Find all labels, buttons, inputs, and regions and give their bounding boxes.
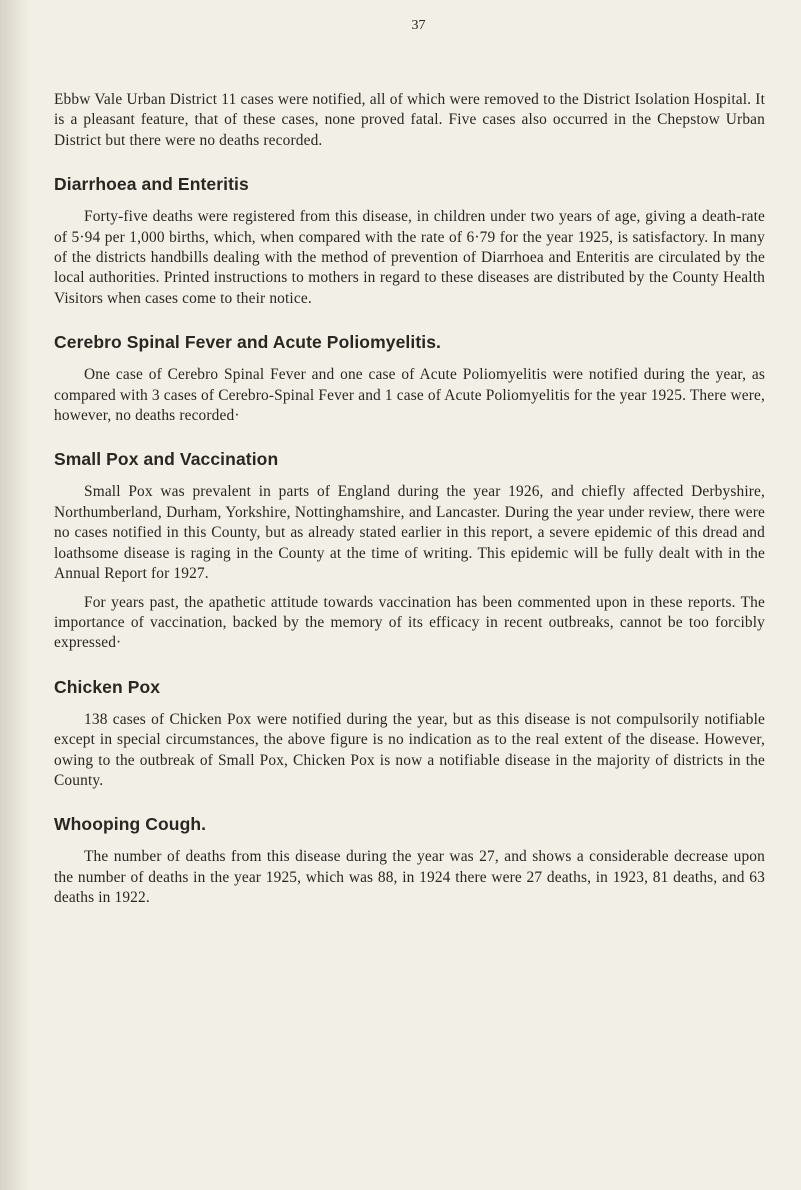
section-whooping-cough xyxy=(54,814,765,908)
section-paragraph: For years past, the apathetic attitude towards vaccination has been commented upon in these reports. The importance of vaccination, backed by the memory of its efficacy in recent outbreaks, cannot be too forcibly expressed· xyxy=(54,593,765,652)
section-heading: Small Pox and Vaccination xyxy=(54,449,279,470)
section-heading: Chicken Pox xyxy=(54,676,161,697)
section-paragraph: The number of deaths from this disease during the year was 27, and shows a considerable decrease upon the number of deaths in the year 1925, which was 88, in 1924 there were 27 deaths, in 1923, 81 deaths, and 63 deaths in 1922. xyxy=(54,848,765,907)
section-heading: Diarrhoea and Enteritis xyxy=(54,174,249,195)
section-paragraph: 138 cases of Chicken Pox were notified during the year, but as this disease is not compulsorily notifiable except in special circumstances, the above figure is no indication as to the real extent of the disease. However, owing to the outbreak of Small Pox, Chicken Pox is now a notifiable disease in the majority of districts in the County. xyxy=(54,710,765,789)
page-number: 37 xyxy=(411,18,426,33)
section-paragraph: Forty-five deaths were registered from this disease, in children under two years of age, giving a death-rate of 5·94 per 1,000 births, which, when compared with the rate of 6·79 for the year 1925, is satisfactory. In many of the districts handbills dealing with the method of prevention of Diarrhoea and Enteritis are circulated by the local authorities. Printed instructions to mothers in regard to these diseases are distributed by the County Health Visitors when cases come to their notice. xyxy=(54,208,765,307)
section-paragraph: Small Pox was prevalent in parts of England during the year 1926, and chiefly affected Derbyshire, Northumberland, Durham, Yorkshire, Nottinghamshire, and Lancaster. During the year under review, there were no cases notified in this County, but as already stated earlier in this report, a severe epidemic of this dread and loathsome disease is raging in the County at the time of writing. This epidemic will be fully dealt with in the Annual Report for 1927. xyxy=(54,483,765,583)
section-small-pox-vaccination xyxy=(54,449,765,653)
section-diarrhoea-enteritis xyxy=(54,174,765,309)
intro-paragraph: Ebbw Vale Urban District 11 cases were notified, all of which were removed to the District Isolation Hospital. It is a pleasant feature, that of these cases, none proved fatal. Five cases also occurred in the Chepstow Urban District but there were no deaths recorded. xyxy=(54,91,765,149)
section-heading: Whooping Cough. xyxy=(54,814,207,835)
section-chicken-pox xyxy=(54,677,765,792)
section-paragraph: One case of Cerebro Spinal Fever and one case of Acute Poliomyelitis were notified during the year, as compared with 3 cases of Cerebro-Spinal Fever and 1 case of Acute Poliomyelitis for the year 1925. There were, however, no deaths recorded· xyxy=(54,366,765,425)
section-heading: Cerebro Spinal Fever and Acute Poliomyelitis. xyxy=(54,332,442,353)
section-cerebro-spinal-poliomyelitis xyxy=(54,332,765,426)
